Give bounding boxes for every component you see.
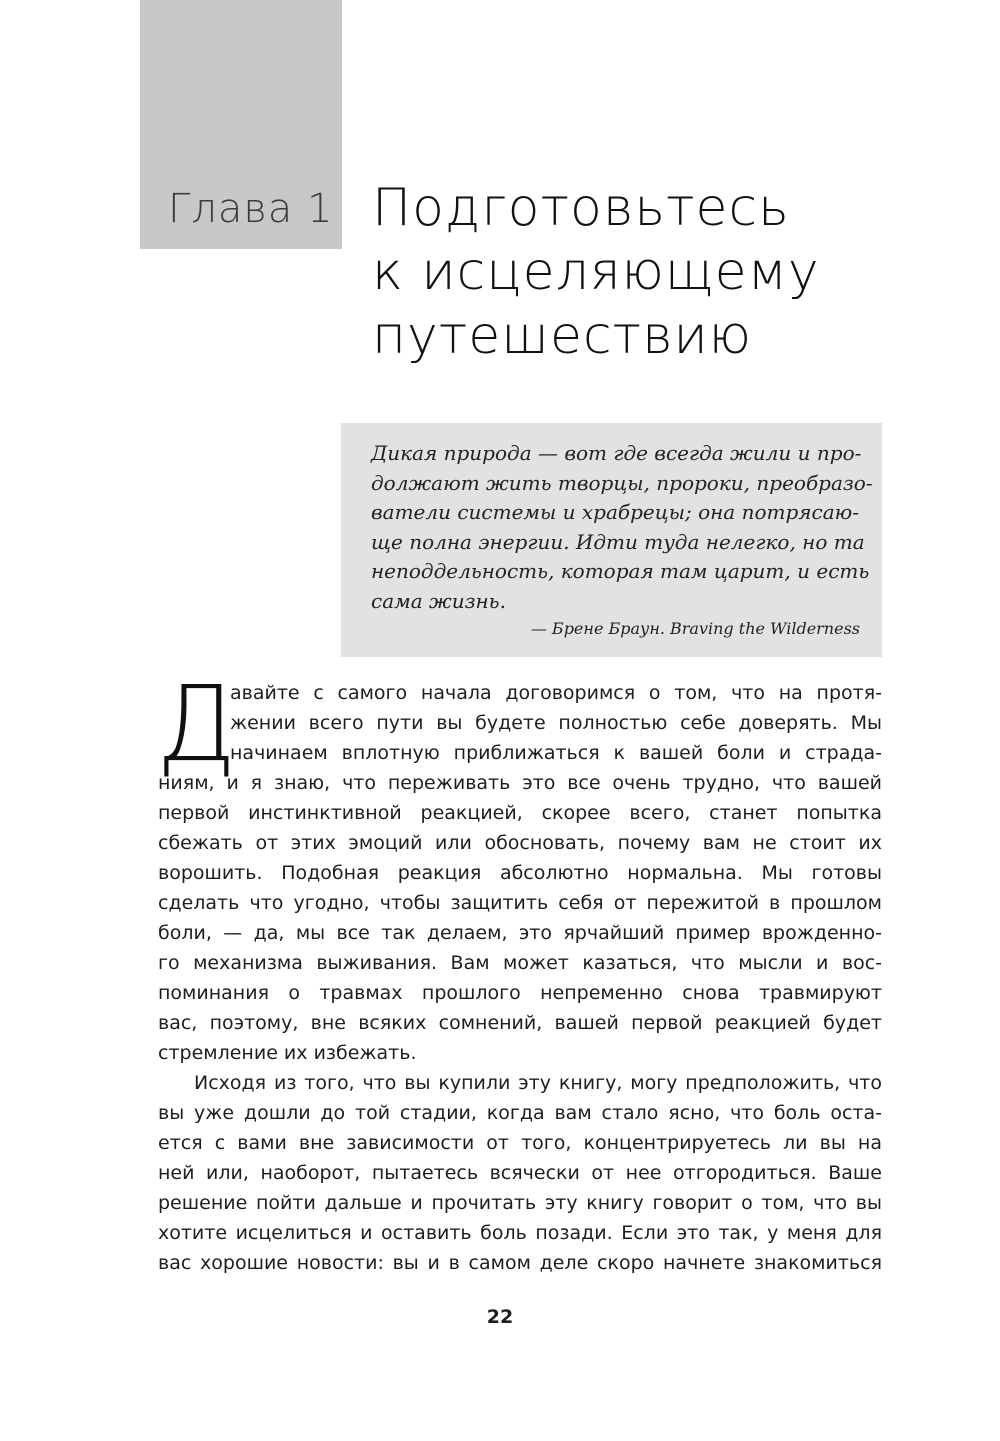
chapter-title [372,176,932,368]
epigraph-line: должают жить творцы, пророки, преобразо- [371,470,873,495]
epigraph-line: сама жизнь. [371,588,506,613]
paragraph-1-line: ворошить. Подобная реакция абсолютно нормальна. Мы готовы [158,862,882,884]
paragraph-1-line: начинаем вплотную приближаться к вашей боли и страда- [230,742,882,764]
paragraph-1-line: сделать что угодно, чтобы защитить себя от пережитой в прошлом [158,892,882,914]
chapter-title-line: Подготовьтесь [372,178,790,238]
epigraph-box [341,423,882,657]
paragraph-2-line: вас хорошие новости: вы и в самом деле скоро начнете знакомиться [158,1252,882,1274]
epigraph-line: неподдельность, которая там царит, и есть [371,559,870,583]
paragraph-1-line: авайте с самого начала договоримся о том, что на протя- [230,682,882,704]
paragraph-2-line: решение пойти дальше и прочитать эту книгу говорит о том, что вы [158,1192,882,1214]
body-text [158,678,882,1278]
paragraph-1-line: жении всего пути вы будете полностью себе доверять. Мы [230,712,882,734]
epigraph-attribution: — Брене Браун. Braving the Wilderness [530,619,860,638]
page-number: 22 [486,1306,514,1328]
paragraph-1-line: первой инстинктивной реакцией, скорее всего, станет попытка [158,802,882,824]
epigraph-line: ватели системы и храбрецы; она потрясаю- [371,500,859,524]
paragraph-2-line: хотите исцелиться и оставить боль позади. Если это так, у меня для [158,1222,882,1244]
paragraph-2-line: Исходя из того, что вы купили эту книгу, могу предположить, что [194,1072,882,1094]
chapter-title-line: к исцеляющему [372,242,820,302]
epigraph-quote [371,439,873,616]
drop-cap: Д [156,663,237,785]
paragraph-2-line: ется с вами вне зависимости от того, концентрируетесь ли вы на [158,1132,882,1154]
paragraph-2-line: вы уже дошли до той стадии, когда вам стало ясно, что боль оста- [158,1102,882,1124]
paragraph-1-line: боли, — да, мы все так делаем, это ярчайший пример врожденно- [158,922,882,944]
paragraph-1-line: вас, поэтому, вне всяких сомнений, вашей первой реакцией будет [158,1012,882,1034]
paragraph-1-line: стремление их избежать. [158,1042,417,1064]
chapter-title-line: путешествию [372,306,753,366]
chapter-label: Глава 1 [168,186,334,232]
paragraph-1-line: поминания о травмах прошлого непременно снова травмируют [158,982,882,1004]
paragraph-1-line: сбежать от этих эмоций или обосновать, почему вам не стоит их [158,832,882,854]
paragraph-2-line: ней или, наоборот, пытаетесь всячески от нее отгородиться. Ваше [158,1162,882,1184]
epigraph-line: ще полна энергии. Идти туда нелегко, но та [371,529,865,554]
paragraph-1-line: го механизма выживания. Вам может казаться, что мысли и вос- [158,952,882,974]
paragraph-1-line: ниям, и я знаю, что переживать это все очень трудно, что вашей [158,772,882,794]
epigraph-line: Дикая природа — вот где всегда жили и про- [371,441,862,465]
